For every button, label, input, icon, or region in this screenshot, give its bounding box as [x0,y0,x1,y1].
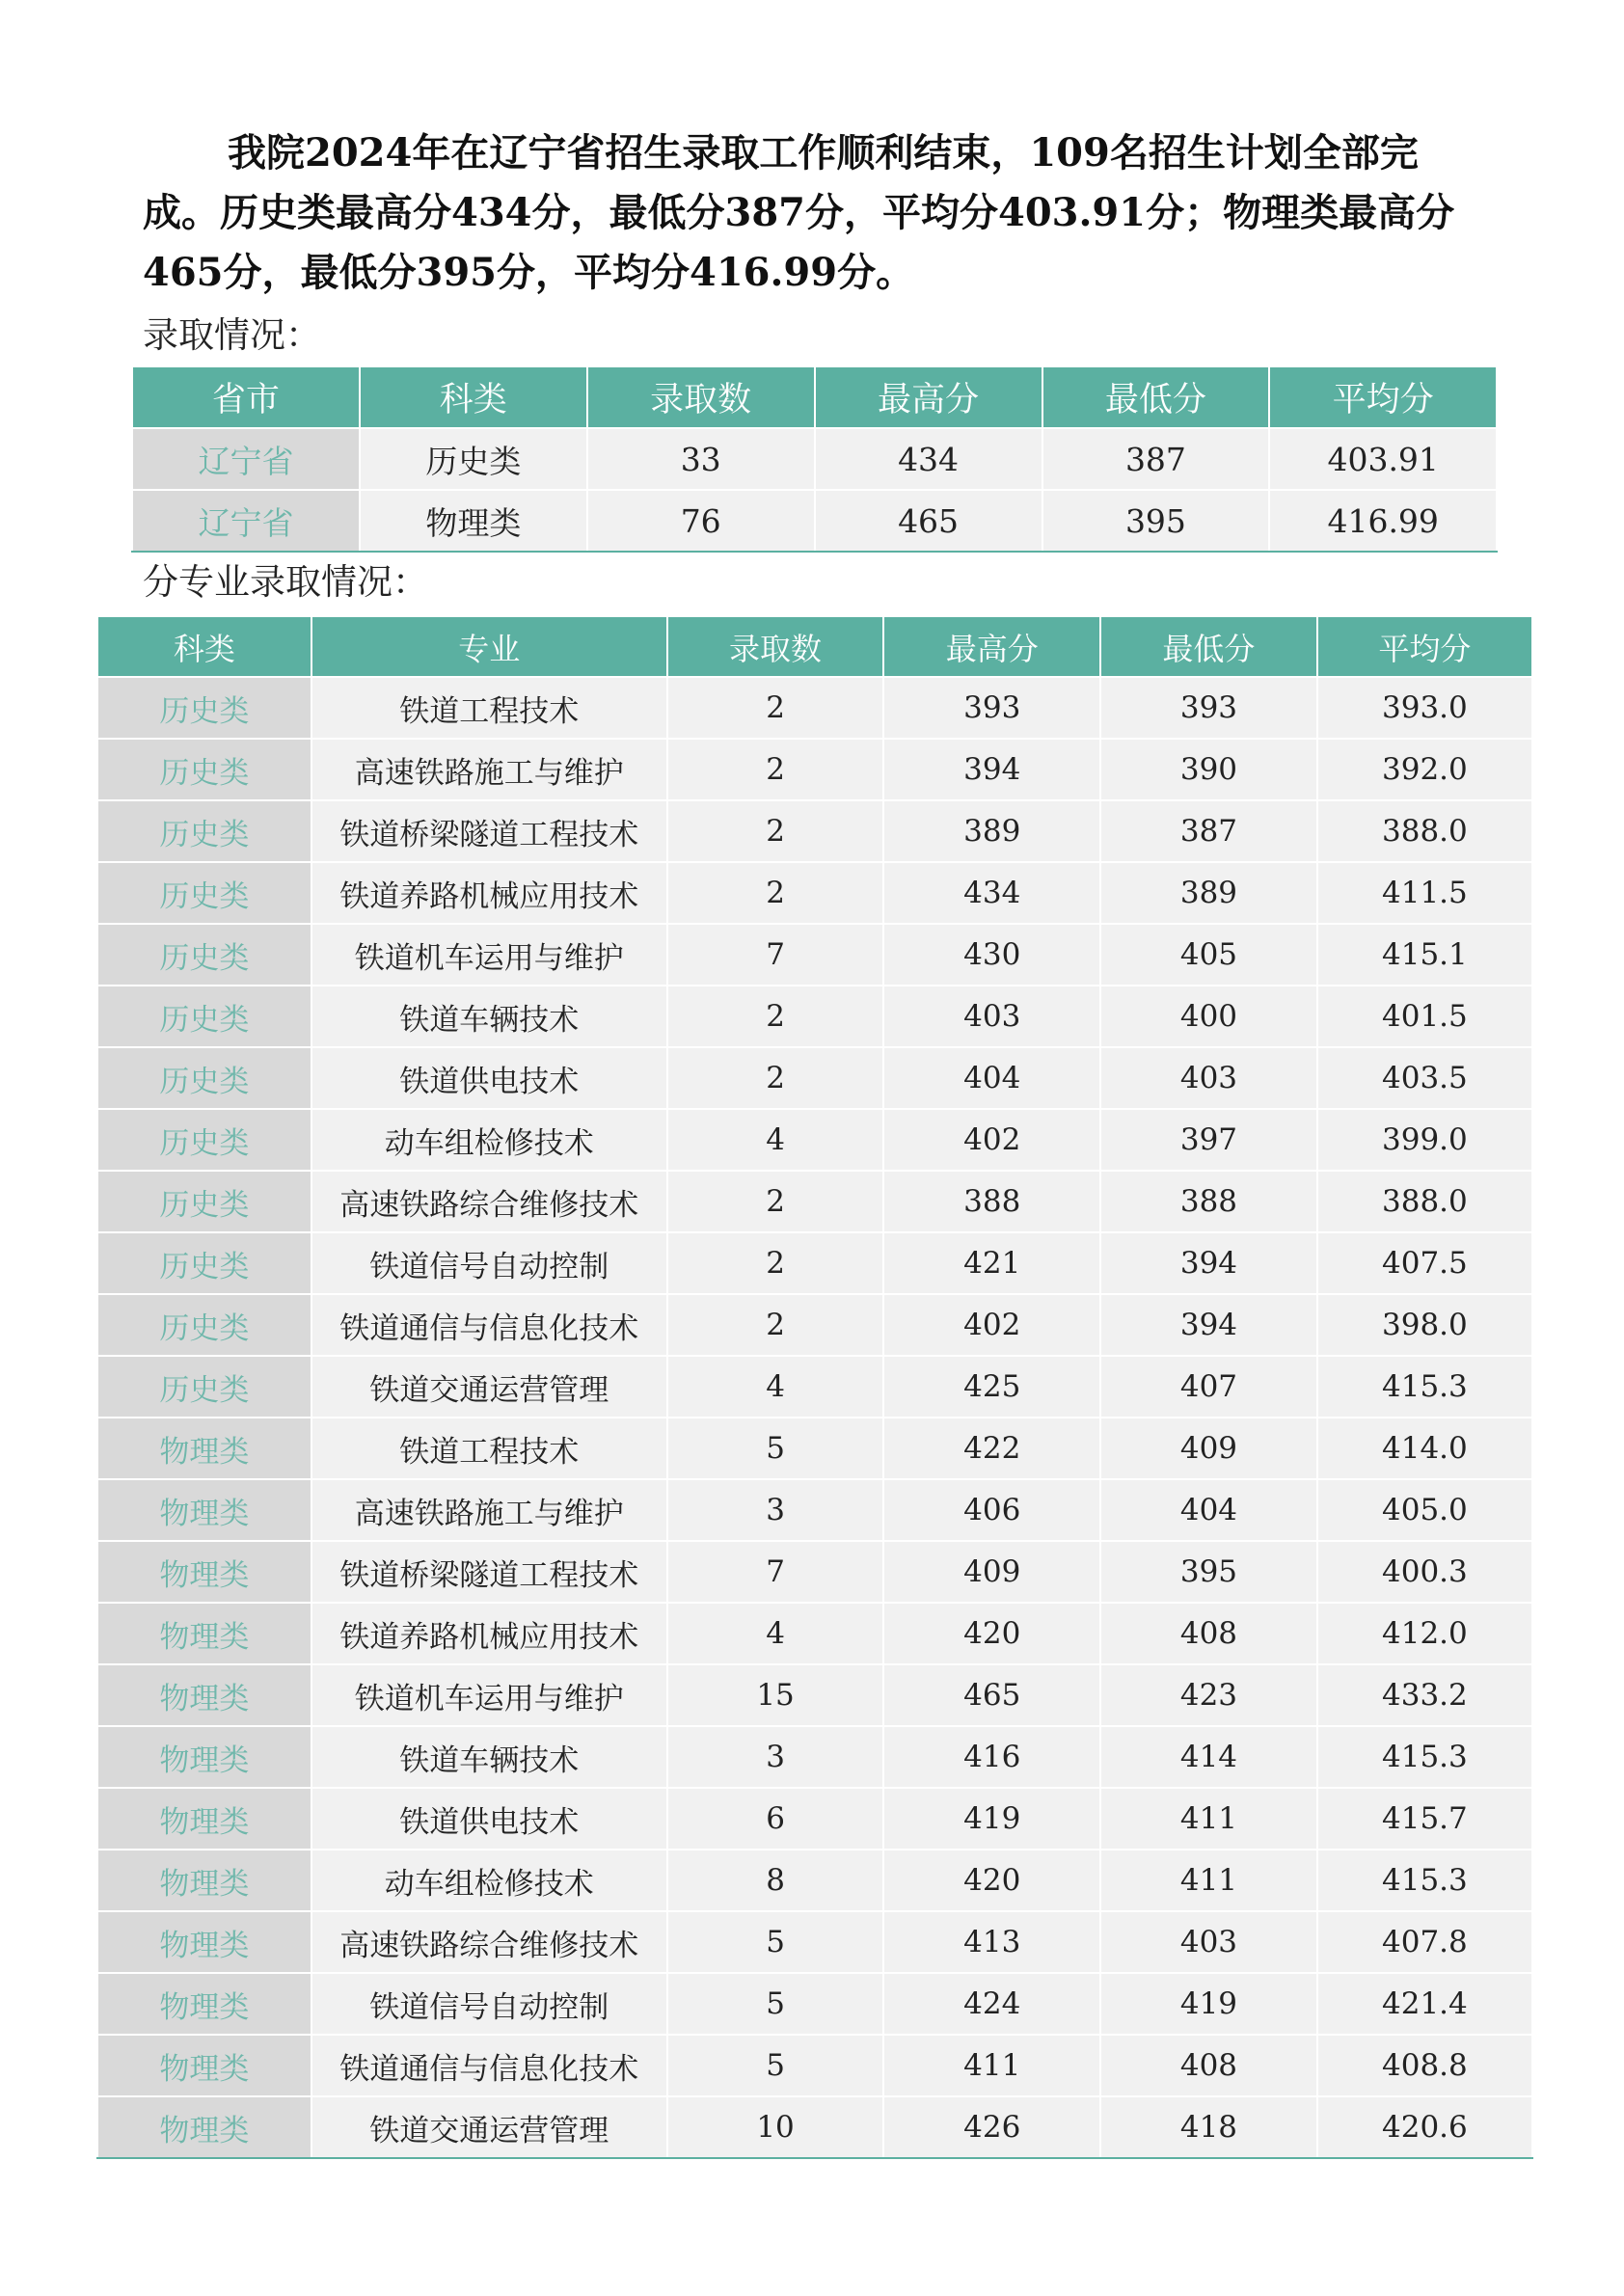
cell-name: 铁道信号自动控制 [311,1973,667,2035]
cell-min: 387 [1042,428,1270,490]
cell-avg: 388.0 [1317,1171,1532,1232]
table-row [97,1850,1532,1911]
cell-admitted: 7 [667,1541,884,1603]
cell-name: 高速铁路综合维修技术 [311,1911,667,1973]
cell-key: 历史类 [97,862,311,924]
cell-avg: 420.6 [1317,2096,1532,2158]
cell-min: 387 [1100,800,1317,862]
cell-max: 411 [883,2035,1100,2096]
cell-key: 物理类 [97,1479,311,1541]
cell-max: 420 [883,1850,1100,1911]
cell-avg: 401.5 [1317,986,1532,1047]
cell-avg: 388.0 [1317,800,1532,862]
cell-key: 历史类 [97,1356,311,1418]
cell-admitted: 7 [667,924,884,986]
cell-name: 铁道养路机械应用技术 [311,1603,667,1664]
cell-min: 419 [1100,1973,1317,2035]
cell-avg: 415.3 [1317,1850,1532,1911]
cell-min: 393 [1100,677,1317,739]
cell-max: 430 [883,924,1100,986]
cell-max: 465 [815,490,1042,552]
table-row [97,1171,1532,1232]
cell-name: 物理类 [360,490,587,552]
cell-avg: 415.7 [1317,1788,1532,1850]
cell-admitted: 2 [667,800,884,862]
cell-min: 404 [1100,1479,1317,1541]
table-row [97,1664,1532,1726]
cell-min: 414 [1100,1726,1317,1788]
table-row [132,490,1497,552]
cell-admitted: 3 [667,1726,884,1788]
cell-min: 397 [1100,1109,1317,1171]
table-row [97,1788,1532,1850]
table-row [97,1973,1532,2035]
cell-key: 物理类 [97,1850,311,1911]
cell-key: 历史类 [97,1294,311,1356]
cell-key: 物理类 [97,2035,311,2096]
cell-key: 辽宁省 [132,490,360,552]
table-row [97,2096,1532,2158]
column-header-min-score: 最低分 [1100,616,1317,677]
cell-admitted: 10 [667,2096,884,2158]
cell-admitted: 4 [667,1109,884,1171]
cell-key: 物理类 [97,1911,311,1973]
cell-admitted: 5 [667,1418,884,1479]
cell-max: 426 [883,2096,1100,2158]
cell-max: 388 [883,1171,1100,1232]
cell-name: 铁道供电技术 [311,1788,667,1850]
cell-name: 铁道交通运营管理 [311,2096,667,2158]
cell-max: 404 [883,1047,1100,1109]
cell-max: 394 [883,739,1100,800]
table-row [97,1479,1532,1541]
cell-min: 403 [1100,1911,1317,1973]
column-header-max-score: 最高分 [815,366,1042,428]
summary-caption: 录取情况： [143,314,321,356]
cell-avg: 421.4 [1317,1973,1532,2035]
cell-admitted: 15 [667,1664,884,1726]
cell-max: 413 [883,1911,1100,1973]
column-header-min-score: 最低分 [1042,366,1270,428]
table-row [97,1109,1532,1171]
cell-avg: 403.91 [1269,428,1497,490]
cell-avg: 415.3 [1317,1356,1532,1418]
cell-avg: 414.0 [1317,1418,1532,1479]
cell-name: 高速铁路施工与维护 [311,1479,667,1541]
table-row [97,1418,1532,1479]
cell-admitted: 76 [587,490,815,552]
table-row [97,800,1532,862]
cell-name: 铁道信号自动控制 [311,1232,667,1294]
cell-max: 403 [883,986,1100,1047]
cell-avg: 408.8 [1317,2035,1532,2096]
cell-admitted: 5 [667,1911,884,1973]
cell-key: 物理类 [97,1541,311,1603]
cell-min: 405 [1100,924,1317,986]
cell-max: 402 [883,1109,1100,1171]
cell-min: 395 [1042,490,1270,552]
table-row [97,1911,1532,1973]
cell-key: 物理类 [97,1726,311,1788]
cell-admitted: 4 [667,1603,884,1664]
cell-max: 434 [883,862,1100,924]
cell-max: 406 [883,1479,1100,1541]
cell-min: 395 [1100,1541,1317,1603]
table-row [97,986,1532,1047]
cell-admitted: 3 [667,1479,884,1541]
cell-admitted: 2 [667,1047,884,1109]
cell-key: 物理类 [97,1603,311,1664]
table-row [97,1726,1532,1788]
column-header-province: 省市 [132,366,360,428]
cell-max: 465 [883,1664,1100,1726]
cell-min: 423 [1100,1664,1317,1726]
column-header-admitted: 录取数 [587,366,815,428]
cell-key: 物理类 [97,1664,311,1726]
table-row [97,2035,1532,2096]
cell-avg: 433.2 [1317,1664,1532,1726]
cell-name: 铁道车辆技术 [311,986,667,1047]
cell-name: 铁道桥梁隧道工程技术 [311,1541,667,1603]
admission-summary-table [131,365,1498,553]
table-header-row [97,616,1532,677]
cell-key: 物理类 [97,2096,311,2158]
cell-avg: 393.0 [1317,677,1532,739]
column-header-category: 科类 [97,616,311,677]
cell-name: 铁道供电技术 [311,1047,667,1109]
cell-key: 历史类 [97,1109,311,1171]
cell-max: 419 [883,1788,1100,1850]
cell-key: 历史类 [97,739,311,800]
cell-admitted: 5 [667,1973,884,2035]
cell-name: 动车组检修技术 [311,1850,667,1911]
column-header-avg-score: 平均分 [1269,366,1497,428]
cell-admitted: 2 [667,1294,884,1356]
table-row [97,1603,1532,1664]
cell-name: 铁道工程技术 [311,677,667,739]
cell-max: 424 [883,1973,1100,2035]
cell-max: 420 [883,1603,1100,1664]
cell-admitted: 2 [667,677,884,739]
cell-admitted: 2 [667,739,884,800]
cell-name: 铁道车辆技术 [311,1726,667,1788]
cell-avg: 403.5 [1317,1047,1532,1109]
cell-admitted: 8 [667,1850,884,1911]
cell-min: 390 [1100,739,1317,800]
cell-name: 历史类 [360,428,587,490]
majors-caption: 分专业录取情况： [143,561,428,603]
intro-paragraph: 我院2024年在辽宁省招生录取工作顺利结束，109名招生计划全部完成。历史类最高分434分，最低分387分，平均分403.91分；物理类最高分465分，最低分395分，平均分416.99分。 [143,130,1455,295]
table-row [97,1356,1532,1418]
cell-min: 388 [1100,1171,1317,1232]
cell-min: 409 [1100,1418,1317,1479]
cell-key: 物理类 [97,1973,311,2035]
cell-admitted: 2 [667,986,884,1047]
table-header-row [132,366,1497,428]
cell-max: 389 [883,800,1100,862]
cell-admitted: 4 [667,1356,884,1418]
column-header-avg-score: 平均分 [1317,616,1532,677]
cell-avg: 392.0 [1317,739,1532,800]
cell-key: 历史类 [97,677,311,739]
cell-name: 铁道桥梁隧道工程技术 [311,800,667,862]
cell-max: 421 [883,1232,1100,1294]
column-header-admitted: 录取数 [667,616,884,677]
cell-key: 历史类 [97,1232,311,1294]
cell-min: 411 [1100,1850,1317,1911]
cell-max: 402 [883,1294,1100,1356]
cell-admitted: 6 [667,1788,884,1850]
table-row [97,1047,1532,1109]
cell-name: 铁道工程技术 [311,1418,667,1479]
cell-name: 铁道养路机械应用技术 [311,862,667,924]
cell-key: 历史类 [97,924,311,986]
cell-avg: 407.5 [1317,1232,1532,1294]
table-row [97,1294,1532,1356]
cell-min: 411 [1100,1788,1317,1850]
cell-max: 393 [883,677,1100,739]
cell-name: 铁道通信与信息化技术 [311,2035,667,2096]
cell-max: 422 [883,1418,1100,1479]
table-row [97,739,1532,800]
cell-name: 铁道交通运营管理 [311,1356,667,1418]
cell-max: 434 [815,428,1042,490]
cell-max: 409 [883,1541,1100,1603]
cell-min: 389 [1100,862,1317,924]
cell-min: 408 [1100,1603,1317,1664]
cell-avg: 399.0 [1317,1109,1532,1171]
cell-key: 辽宁省 [132,428,360,490]
cell-min: 403 [1100,1047,1317,1109]
cell-name: 铁道机车运用与维护 [311,924,667,986]
cell-min: 394 [1100,1294,1317,1356]
cell-key: 历史类 [97,986,311,1047]
cell-avg: 407.8 [1317,1911,1532,1973]
cell-name: 动车组检修技术 [311,1109,667,1171]
table-row [97,1541,1532,1603]
cell-key: 历史类 [97,800,311,862]
admission-by-major-table [96,615,1533,2159]
cell-min: 418 [1100,2096,1317,2158]
cell-name: 高速铁路综合维修技术 [311,1171,667,1232]
cell-name: 铁道机车运用与维护 [311,1664,667,1726]
cell-avg: 415.1 [1317,924,1532,986]
cell-key: 物理类 [97,1418,311,1479]
cell-min: 394 [1100,1232,1317,1294]
table-row [97,677,1532,739]
cell-key: 历史类 [97,1047,311,1109]
cell-key: 历史类 [97,1171,311,1232]
cell-admitted: 33 [587,428,815,490]
cell-name: 铁道通信与信息化技术 [311,1294,667,1356]
cell-avg: 416.99 [1269,490,1497,552]
cell-avg: 398.0 [1317,1294,1532,1356]
cell-key: 物理类 [97,1788,311,1850]
cell-min: 408 [1100,2035,1317,2096]
table-row [97,862,1532,924]
cell-admitted: 5 [667,2035,884,2096]
column-header-major: 专业 [311,616,667,677]
table-row [97,924,1532,986]
cell-name: 高速铁路施工与维护 [311,739,667,800]
cell-avg: 411.5 [1317,862,1532,924]
cell-admitted: 2 [667,1232,884,1294]
cell-min: 400 [1100,986,1317,1047]
cell-min: 407 [1100,1356,1317,1418]
cell-admitted: 2 [667,1171,884,1232]
column-header-max-score: 最高分 [883,616,1100,677]
column-header-category: 科类 [360,366,587,428]
cell-avg: 412.0 [1317,1603,1532,1664]
cell-avg: 405.0 [1317,1479,1532,1541]
cell-admitted: 2 [667,862,884,924]
cell-max: 416 [883,1726,1100,1788]
table-row [97,1232,1532,1294]
cell-max: 425 [883,1356,1100,1418]
cell-avg: 400.3 [1317,1541,1532,1603]
table-row [132,428,1497,490]
cell-avg: 415.3 [1317,1726,1532,1788]
